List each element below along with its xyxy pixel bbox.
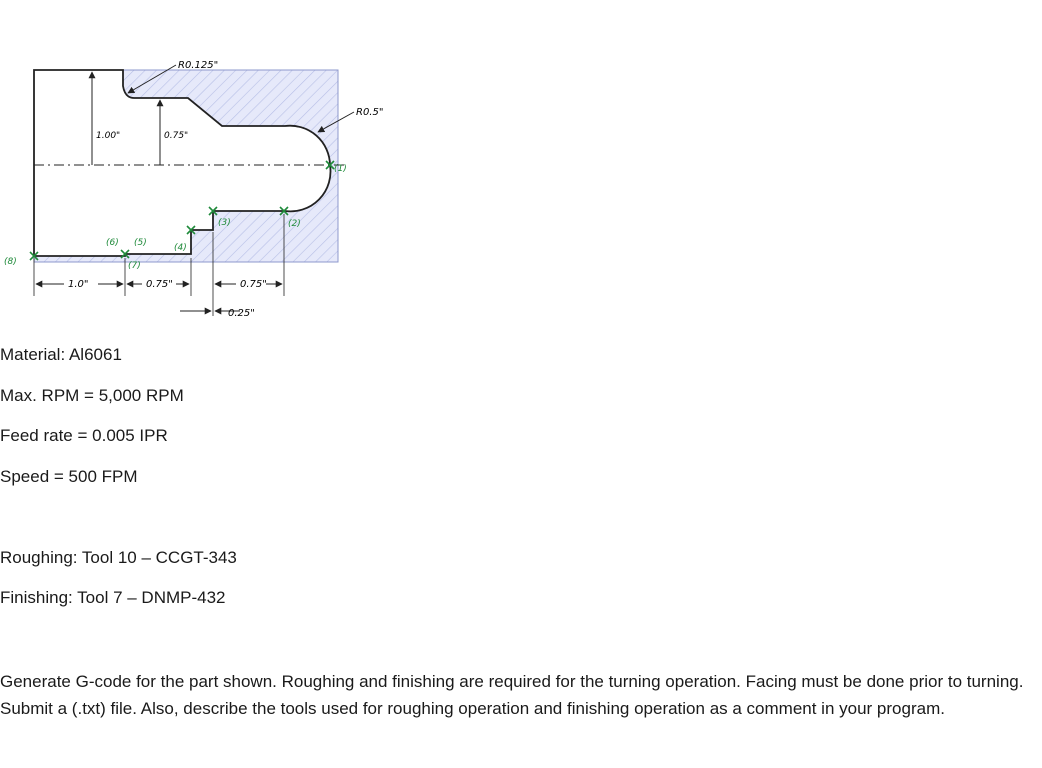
point-2: (2) xyxy=(288,219,301,229)
point-7: (7) xyxy=(128,261,141,271)
finishing-tool: Finishing: Tool 7 – DNMP-432 xyxy=(0,588,226,607)
dim-len3: 0.75" xyxy=(240,279,267,290)
material-spec: Material: Al6061 xyxy=(0,345,122,364)
point-6: (6) xyxy=(106,238,119,248)
dim-d1: 1.00" xyxy=(96,131,121,141)
part-drawing xyxy=(0,50,384,330)
speed-spec: Speed = 500 FPM xyxy=(0,467,138,486)
point-4: (4) xyxy=(174,243,187,253)
dim-len4: 0.25" xyxy=(228,308,255,319)
dim-len1: 1.0" xyxy=(68,279,89,290)
point-8: (8) xyxy=(4,257,17,267)
dim-len2: 0.75" xyxy=(146,279,173,290)
max-rpm-spec: Max. RPM = 5,000 RPM xyxy=(0,386,184,405)
dim-d2: 0.75" xyxy=(164,131,189,141)
assignment-instructions: Generate G-code for the part shown. Roughing and finishing are required for the turning operation. Facing must be done prior to turning. Submit a (.txt) file. Also, describe the tools used for roughing operation and finishing operation as a comment in your program. xyxy=(0,672,1024,718)
point-5: (5) xyxy=(134,238,147,248)
point-3: (3) xyxy=(218,218,231,228)
point-1: (1) xyxy=(334,164,347,174)
dim-r-small: R0.125" xyxy=(178,60,219,71)
roughing-tool: Roughing: Tool 10 – CCGT-343 xyxy=(0,548,237,567)
feed-rate-spec: Feed rate = 0.005 IPR xyxy=(0,426,168,445)
dim-r-large: R0.5" xyxy=(356,107,384,118)
